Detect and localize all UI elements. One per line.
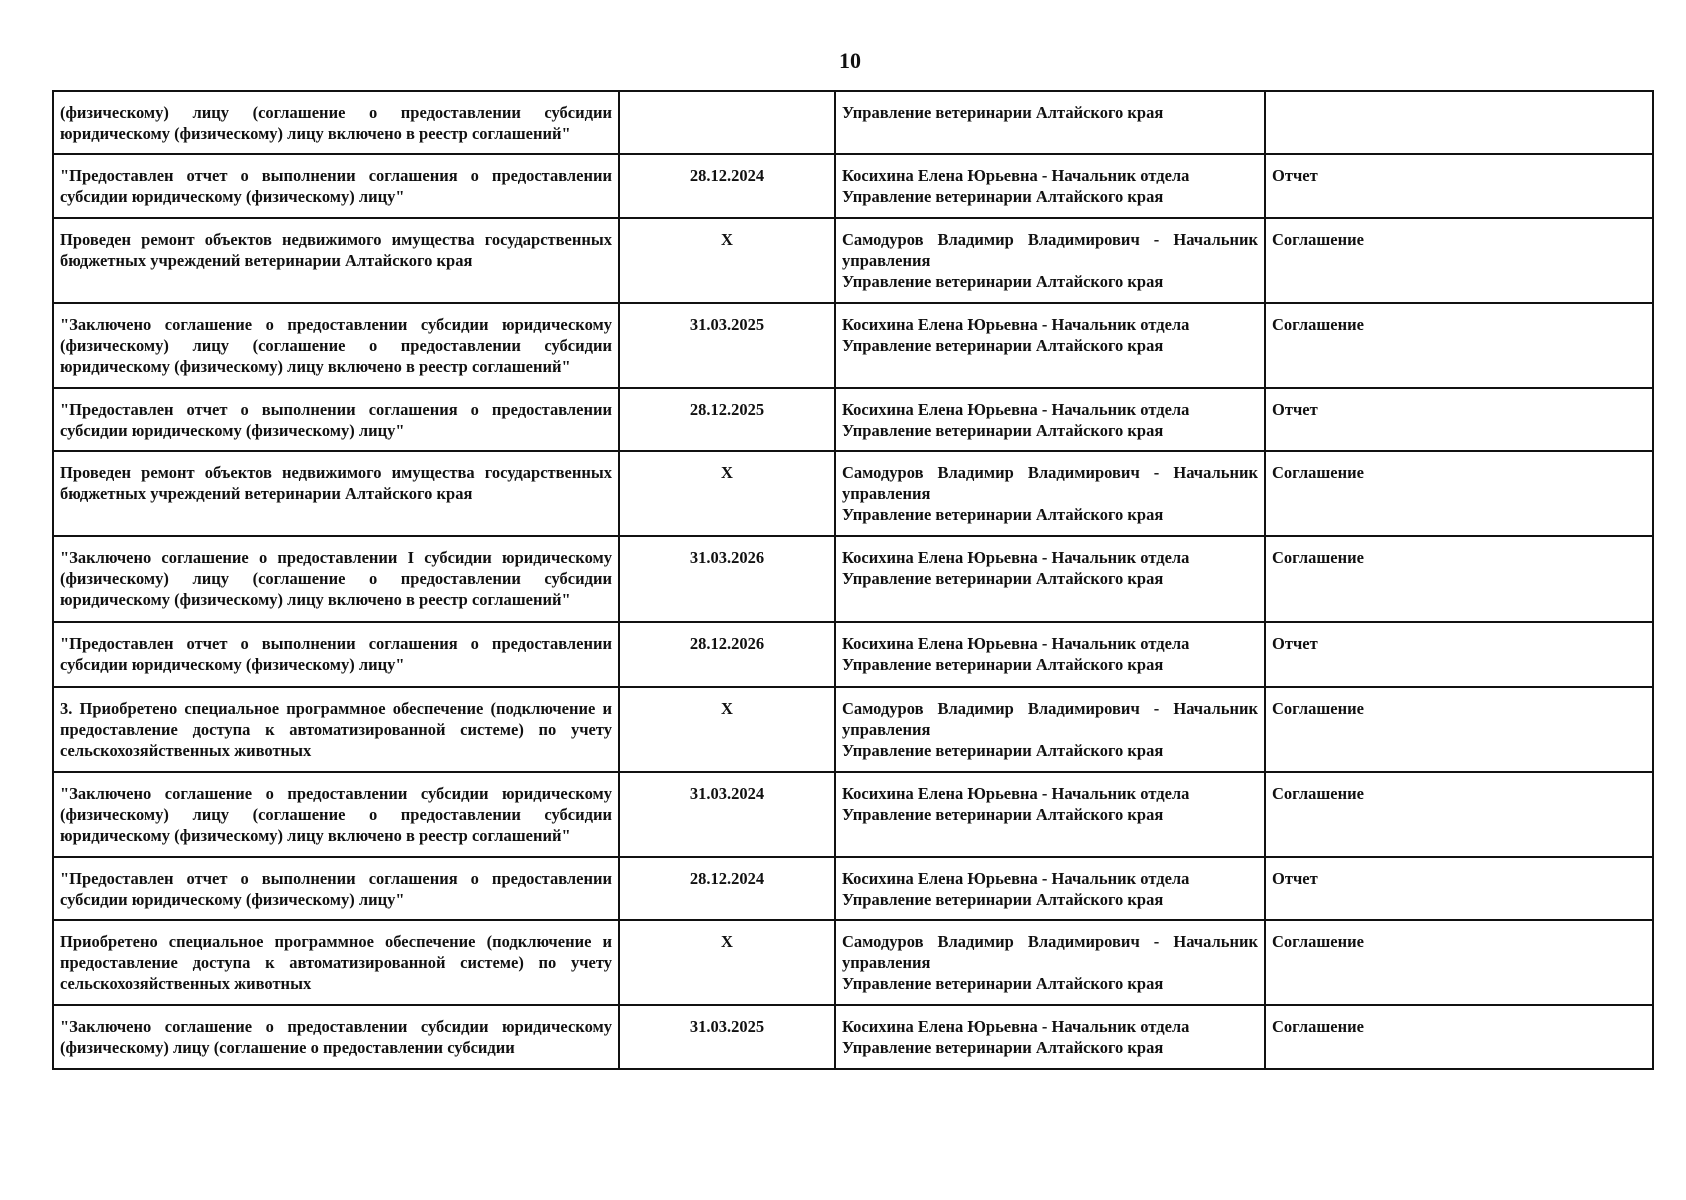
responsible-cell — [835, 857, 1265, 920]
responsible-organization: Управление ветеринарии Алтайского края — [842, 741, 1164, 760]
event-description-cell: "Заключено соглашение о предоставлении субсидии юридическому (физическому) лицу (соглашение о предоставлении субсидии — [53, 1005, 619, 1069]
responsible-organization: Управление ветеринарии Алтайского края — [842, 890, 1164, 909]
event-date-cell: 28.12.2025 — [619, 388, 835, 451]
responsible-cell — [835, 451, 1265, 536]
event-date-cell: 28.12.2024 — [619, 857, 835, 920]
responsible-cell — [835, 536, 1265, 622]
responsible-organization: Управление ветеринарии Алтайского края — [842, 103, 1164, 122]
page-number: 10 — [839, 48, 861, 73]
document-type-cell: Отчет — [1265, 622, 1653, 687]
table-body — [53, 91, 1653, 1069]
responsible-cell — [835, 303, 1265, 388]
event-description-cell: "Предоставлен отчет о выполнении соглашения о предоставлении субсидии юридическому (физическому) лицу" — [53, 857, 619, 920]
responsible-organization: Управление ветеринарии Алтайского края — [842, 805, 1164, 824]
event-date-cell: 31.03.2026 — [619, 536, 835, 622]
table-row — [53, 303, 1653, 388]
responsible-organization: Управление ветеринарии Алтайского края — [842, 1038, 1164, 1057]
responsible-person: Самодуров Владимир Владимирович - Начальник управления — [842, 699, 1258, 739]
table-row — [53, 388, 1653, 451]
responsible-organization: Управление ветеринарии Алтайского края — [842, 272, 1164, 291]
document-type-cell: Отчет — [1265, 388, 1653, 451]
event-date-cell: 31.03.2025 — [619, 1005, 835, 1069]
responsible-cell — [835, 154, 1265, 218]
responsible-cell — [835, 772, 1265, 857]
event-description-cell: Приобретено специальное программное обеспечение (подключение и предоставление доступа к автоматизированной системе) по учету сельскохозяйственных животных — [53, 920, 619, 1005]
event-description-cell: "Предоставлен отчет о выполнении соглашения о предоставлении субсидии юридическому (физическому) лицу" — [53, 388, 619, 451]
event-description-cell: 3. Приобретено специальное программное обеспечение (подключение и предоставление доступа к автоматизированной системе) по учету сельскохозяйственных животных — [53, 687, 619, 772]
event-date-cell: X — [619, 920, 835, 1005]
event-date-cell: X — [619, 451, 835, 536]
responsible-person: Косихина Елена Юрьевна - Начальник отдела — [842, 400, 1190, 419]
table-row — [53, 154, 1653, 218]
table-row — [53, 91, 1653, 154]
responsible-person: Косихина Елена Юрьевна - Начальник отдела — [842, 784, 1190, 803]
document-type-cell: Соглашение — [1265, 1005, 1653, 1069]
responsible-organization: Управление ветеринарии Алтайского края — [842, 505, 1164, 524]
document-type-cell: Отчет — [1265, 154, 1653, 218]
event-description-cell: "Заключено соглашение о предоставлении субсидии юридическому (физическому) лицу (соглашение о предоставлении субсидии юридическому (физическому) лицу включено в реестр соглашений" — [53, 772, 619, 857]
table-row — [53, 772, 1653, 857]
table-row — [53, 920, 1653, 1005]
event-date-cell: 31.03.2024 — [619, 772, 835, 857]
document-type-cell: Соглашение — [1265, 920, 1653, 1005]
event-description-cell: "Предоставлен отчет о выполнении соглашения о предоставлении субсидии юридическому (физическому) лицу" — [53, 622, 619, 687]
table-row — [53, 687, 1653, 772]
responsible-cell — [835, 218, 1265, 303]
event-date-cell: X — [619, 218, 835, 303]
document-type-cell: Соглашение — [1265, 451, 1653, 536]
event-description-cell: "Заключено соглашение о предоставлении субсидии юридическому (физическому) лицу (соглашение о предоставлении субсидии юридическому (физическому) лицу включено в реестр соглашений" — [53, 303, 619, 388]
table-row — [53, 451, 1653, 536]
responsible-cell — [835, 91, 1265, 154]
event-date-cell — [619, 91, 835, 154]
document-type-cell: Соглашение — [1265, 218, 1653, 303]
responsible-person: Самодуров Владимир Владимирович - Начальник управления — [842, 230, 1258, 270]
responsible-organization: Управление ветеринарии Алтайского края — [842, 974, 1164, 993]
responsible-cell — [835, 920, 1265, 1005]
events-table — [52, 90, 1654, 1070]
event-date-cell: 28.12.2024 — [619, 154, 835, 218]
responsible-organization: Управление ветеринарии Алтайского края — [842, 187, 1164, 206]
responsible-cell — [835, 1005, 1265, 1069]
responsible-person: Косихина Елена Юрьевна - Начальник отдела — [842, 634, 1190, 653]
document-type-cell: Соглашение — [1265, 536, 1653, 622]
responsible-person: Самодуров Владимир Владимирович - Начальник управления — [842, 463, 1258, 503]
event-date-cell: 31.03.2025 — [619, 303, 835, 388]
responsible-cell — [835, 388, 1265, 451]
table-row — [53, 857, 1653, 920]
event-description-cell: Проведен ремонт объектов недвижимого имущества государственных бюджетных учреждений ветеринарии Алтайского края — [53, 218, 619, 303]
responsible-person: Самодуров Владимир Владимирович - Начальник управления — [842, 932, 1258, 972]
document-type-cell: Отчет — [1265, 857, 1653, 920]
responsible-organization: Управление ветеринарии Алтайского края — [842, 421, 1164, 440]
table-row — [53, 1005, 1653, 1069]
responsible-person: Косихина Елена Юрьевна - Начальник отдела — [842, 166, 1190, 185]
document-type-cell: Соглашение — [1265, 303, 1653, 388]
document-type-cell — [1265, 91, 1653, 154]
responsible-person: Косихина Елена Юрьевна - Начальник отдела — [842, 315, 1190, 334]
event-description-cell: Проведен ремонт объектов недвижимого имущества государственных бюджетных учреждений ветеринарии Алтайского края — [53, 451, 619, 536]
table-row — [53, 536, 1653, 622]
event-description-cell: "Предоставлен отчет о выполнении соглашения о предоставлении субсидии юридическому (физическому) лицу" — [53, 154, 619, 218]
responsible-person: Косихина Елена Юрьевна - Начальник отдела — [842, 869, 1190, 888]
event-date-cell: X — [619, 687, 835, 772]
responsible-person: Косихина Елена Юрьевна - Начальник отдела — [842, 548, 1190, 567]
table-row — [53, 622, 1653, 687]
table-row — [53, 218, 1653, 303]
responsible-organization: Управление ветеринарии Алтайского края — [842, 336, 1164, 355]
document-type-cell: Соглашение — [1265, 772, 1653, 857]
document-type-cell: Соглашение — [1265, 687, 1653, 772]
event-date-cell: 28.12.2026 — [619, 622, 835, 687]
responsible-person: Косихина Елена Юрьевна - Начальник отдела — [842, 1017, 1190, 1036]
responsible-cell — [835, 687, 1265, 772]
responsible-organization: Управление ветеринарии Алтайского края — [842, 569, 1164, 588]
responsible-organization: Управление ветеринарии Алтайского края — [842, 655, 1164, 674]
event-description-cell: "Заключено соглашение о предоставлении I субсидии юридическому (физическому) лицу (соглашение о предоставлении субсидии юридическому (физическому) лицу включено в реестр соглашений" — [53, 536, 619, 622]
event-description-cell: (физическому) лицу (соглашение о предоставлении субсидии юридическому (физическому) лицу включено в реестр соглашений" — [53, 91, 619, 154]
responsible-cell — [835, 622, 1265, 687]
